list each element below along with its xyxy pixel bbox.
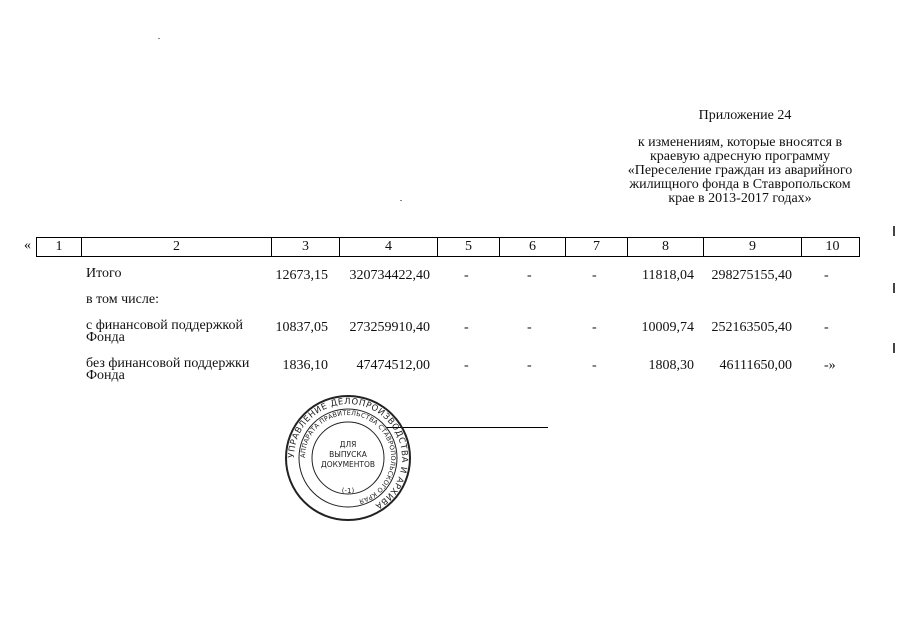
column-number: 7 [565, 238, 627, 256]
scan-edge-mark [893, 283, 895, 293]
cell-col9: 252163505,40 [711, 320, 792, 335]
column-number: 1 [55, 239, 63, 254]
cell-col7: - [592, 320, 597, 335]
cell-col9: 298275155,40 [711, 268, 792, 283]
cell-col5: - [464, 320, 469, 335]
column-number: 6 [499, 238, 565, 256]
appendix-subtitle [610, 136, 870, 206]
table-header [36, 237, 860, 257]
cell-col10: - [824, 268, 829, 283]
scan-speck [158, 38, 160, 39]
cell-col3: 10837,05 [275, 320, 328, 335]
subtitle-line: «Переселение граждан из аварийного [627, 163, 853, 178]
table-open-quote: « [24, 238, 31, 253]
cell-col4: 273259910,40 [349, 320, 430, 335]
stamp-inner-path: АППАРАТА ПРАВИТЕЛЬСТВА СТАВРОПОЛЬСКОГО КРАЯ [298, 408, 398, 506]
row-label [86, 358, 249, 382]
appendix-title: Приложение 24 [698, 108, 792, 123]
cell-col10: -» [824, 358, 836, 373]
cell-col5: - [464, 358, 469, 373]
row-label-line: с финансовой поддержкой [86, 318, 244, 333]
cell-col4: 320734422,40 [349, 268, 430, 283]
stamp-outer-path: УПРАВЛЕНИЕ ДЕЛОПРОИЗВОДСТВА И АРХИВА [286, 396, 410, 512]
cell-col7: - [592, 358, 597, 373]
office-stamp [283, 393, 413, 523]
row-label-line: Фонда [86, 368, 125, 383]
stamp-number: (-1) [341, 487, 355, 495]
cell-col4: 47474512,00 [356, 358, 430, 373]
subtitle-line: к изменениям, которые вносятся в [637, 135, 843, 150]
stamp-center-line: ВЫПУСКА [329, 450, 367, 459]
row-label: в том числе: [86, 292, 159, 307]
cell-col3: 1836,10 [282, 358, 328, 373]
cell-col6: - [527, 320, 532, 335]
subtitle-line: крае в 2013-2017 годах» [668, 191, 812, 206]
cell-col10: - [824, 320, 829, 335]
column-number: 10 [801, 238, 863, 256]
cell-col6: - [527, 268, 532, 283]
stamp-center-line: ДОКУМЕНТОВ [320, 460, 376, 469]
row-label [86, 320, 243, 344]
cell-col8: 11818,04 [642, 268, 694, 283]
row-label-line: без финансовой поддержки [86, 356, 250, 371]
scan-edge-mark [893, 343, 895, 353]
scan-edge-mark [893, 226, 895, 236]
row-label-line: Фонда [86, 330, 125, 345]
cell-col3: 12673,15 [275, 268, 328, 283]
cell-col7: - [592, 268, 597, 283]
cell-col5: - [464, 268, 469, 283]
column-number: 5 [437, 238, 499, 256]
subtitle-line: краевую адресную программу [649, 149, 831, 164]
row-label: Итого [86, 266, 122, 281]
stamp-center-line: ДЛЯ [339, 440, 357, 449]
cell-col9: 46111650,00 [719, 358, 792, 373]
column-number: 2 [81, 238, 271, 256]
cell-col8: 1808,30 [648, 358, 694, 373]
column-number: 9 [703, 238, 801, 256]
subtitle-line: жилищного фонда в Ставропольском [629, 177, 851, 192]
column-number: 3 [271, 238, 339, 256]
cell-col6: - [527, 358, 532, 373]
column-number: 8 [627, 238, 703, 256]
column-number: 4 [339, 238, 437, 256]
scan-speck [400, 200, 402, 201]
cell-col8: 10009,74 [641, 320, 694, 335]
